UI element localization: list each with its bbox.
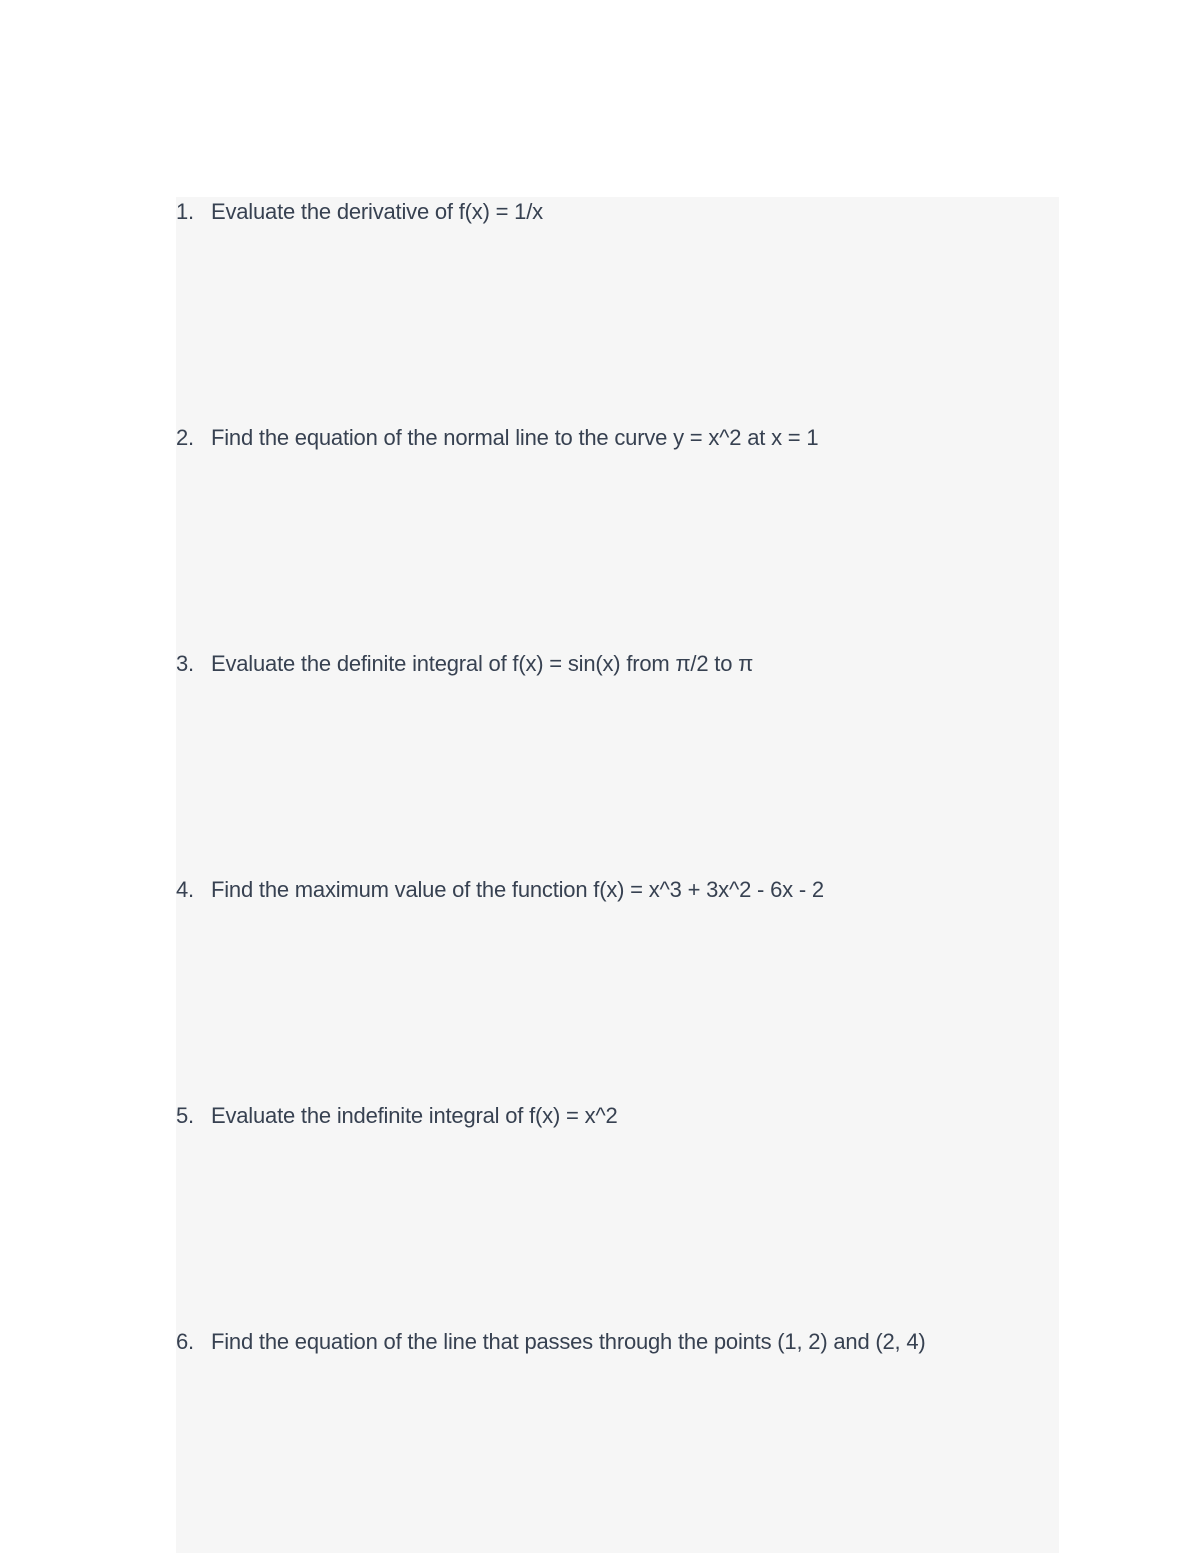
question-5 — [176, 1101, 1036, 1131]
question-number: 4. — [176, 877, 194, 902]
question-number: 1. — [176, 199, 194, 224]
question-4 — [176, 875, 1036, 905]
question-3 — [176, 649, 1036, 679]
worksheet-panel — [176, 197, 1059, 1553]
question-1 — [176, 197, 1036, 227]
question-6 — [176, 1327, 1036, 1357]
question-text: Find the maximum value of the function f(x) = x^3 + 3x^2 - 6x - 2 — [211, 877, 824, 902]
question-number: 5. — [176, 1103, 194, 1128]
question-number: 6. — [176, 1329, 194, 1354]
question-text: Find the equation of the line that passes through the points (1, 2) and (2, 4) — [211, 1329, 926, 1354]
question-number: 3. — [176, 651, 194, 676]
question-text: Evaluate the derivative of f(x) = 1/x — [211, 199, 543, 224]
question-text: Evaluate the definite integral of f(x) = sin(x) from π/2 to π — [211, 651, 754, 676]
question-number: 2. — [176, 425, 194, 450]
question-text: Find the equation of the normal line to the curve y = x^2 at x = 1 — [211, 425, 819, 450]
question-text: Evaluate the indefinite integral of f(x) = x^2 — [211, 1103, 618, 1128]
question-2 — [176, 423, 1036, 453]
